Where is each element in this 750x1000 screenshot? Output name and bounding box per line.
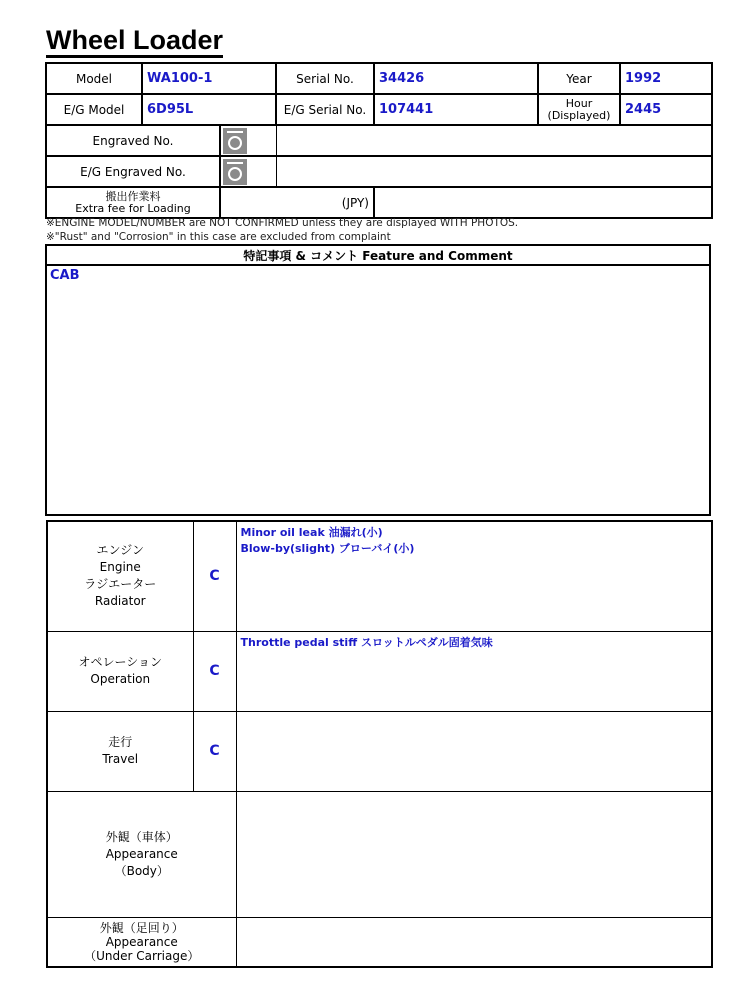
category-jp: オペレーション (78, 655, 163, 669)
condition-row-body (47, 791, 712, 917)
year-value: 1992 (620, 63, 712, 94)
category-en: Appearance (105, 846, 178, 861)
eg-engraved-value (276, 156, 712, 187)
hour-label-line2: (Displayed) (547, 108, 611, 122)
grade-operation: C (193, 631, 236, 711)
category-en-2: （Under Carriage） (84, 948, 200, 963)
engraved-photo-cell (220, 125, 276, 156)
feature-body (46, 265, 710, 515)
grade-engine: C (193, 521, 236, 631)
serial-label: Serial No. (276, 63, 374, 94)
condition-row-travel (47, 711, 712, 791)
category-en-2: （Body） (114, 863, 169, 878)
comment-line: Throttle pedal stiff スロットルペダル固着気味 (240, 635, 493, 649)
category-engine (47, 521, 193, 631)
category-jp-2: ラジエーター (84, 577, 157, 592)
camera-icon[interactable] (223, 128, 247, 154)
category-appearance-body (47, 791, 236, 917)
eg-engraved-photo-cell (220, 156, 276, 187)
loading-fee-value (374, 187, 712, 218)
model-label: Model (46, 63, 142, 94)
category-jp: エンジン (96, 543, 144, 558)
engraved-label: Engraved No. (46, 125, 220, 156)
comment-engine (236, 521, 712, 631)
loading-fee-currency: (JPY) (220, 187, 374, 218)
disclaimer-notes (46, 216, 518, 244)
eg-engraved-label: E/G Engraved No. (46, 156, 220, 187)
condition-row-operation (47, 631, 712, 711)
category-jp: 外観（車体） (105, 829, 178, 844)
note-engine: ※ENGINE MODEL/NUMBER are NOT CONFIRMED unless they are displayed WITH PHOTOS. (46, 217, 519, 229)
condition-table (46, 520, 713, 968)
category-en: Travel (102, 752, 139, 766)
category-jp: 走行 (108, 735, 133, 749)
loading-fee-label (46, 187, 220, 218)
condition-row-undercarriage (47, 917, 712, 967)
feature-header: 特記事項 & コメント Feature and Comment (46, 245, 710, 265)
comment-appearance-undercarriage (236, 917, 712, 967)
hour-value: 2445 (620, 94, 712, 125)
model-value: WA100-1 (142, 63, 276, 94)
category-appearance-undercarriage (47, 917, 236, 967)
eg-model-value: 6D95L (142, 94, 276, 125)
machine-info-table (45, 62, 713, 219)
grade-travel: C (193, 711, 236, 791)
feature-item: CAB (50, 268, 80, 283)
comment-travel (236, 711, 712, 791)
eg-model-label: E/G Model (46, 94, 142, 125)
page-title: Wheel Loader (46, 26, 223, 58)
loading-fee-label-en: Extra fee for Loading (75, 201, 191, 215)
feature-comment-table (45, 244, 711, 516)
category-jp: 外観（足回り） (99, 920, 184, 935)
comment-line: Blow-by(slight) ブローバイ(小) (240, 542, 415, 555)
category-travel (47, 711, 193, 791)
camera-icon[interactable] (223, 159, 247, 185)
category-en: Appearance (105, 934, 178, 949)
comment-appearance-body (236, 791, 712, 917)
note-rust: ※"Rust" and "Corrosion" in this case are excluded from complaint (46, 231, 391, 243)
year-label: Year (538, 63, 620, 94)
condition-row-engine (47, 521, 712, 631)
serial-value: 34426 (374, 63, 538, 94)
engraved-value (276, 125, 712, 156)
category-operation (47, 631, 193, 711)
category-en: Operation (90, 672, 151, 686)
category-en: Engine (99, 560, 141, 575)
hour-label (538, 94, 620, 125)
category-en-2: Radiator (94, 594, 146, 609)
loading-fee-label-jp: 搬出作業料 (105, 189, 161, 203)
comment-line: Minor oil leak 油漏れ(小) (240, 526, 383, 539)
eg-serial-label: E/G Serial No. (276, 94, 374, 125)
eg-serial-value: 107441 (374, 94, 538, 125)
hour-label-line1: Hour (565, 96, 593, 110)
comment-operation (236, 631, 712, 711)
